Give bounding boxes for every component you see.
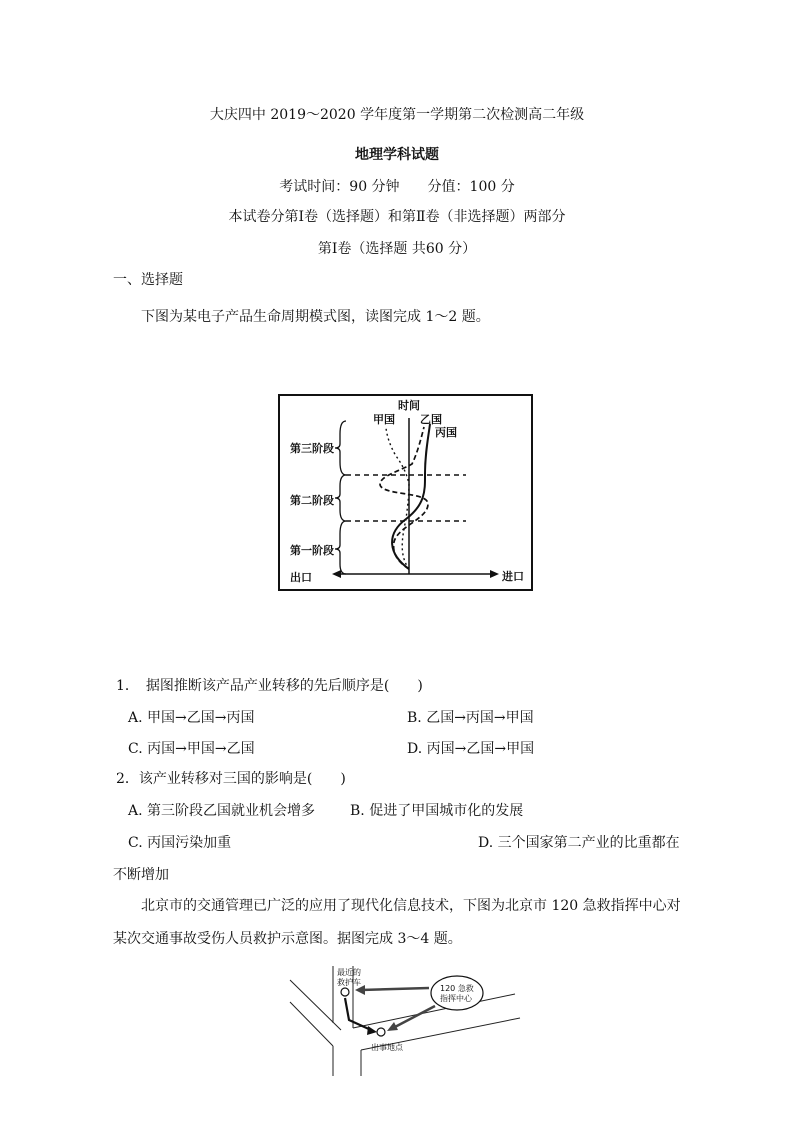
label-country-a: 甲国 [373,413,395,426]
q1-option-b: B. 乙国→丙国→甲国 [407,710,534,726]
q2-option-a: A. 第三阶段乙国就业机会增多 [128,803,316,819]
figure2-intro-line1: 北京市的交通管理已广泛的应用了现代化信息技术，下图为北京市 120 急救指挥中心对 [141,898,681,914]
arrowhead [367,1026,377,1035]
brace-stage3 [335,421,346,475]
center-to-ambulance-arrow [361,988,429,990]
ambulance-label-line1: 最近的 [337,968,361,977]
center-label-line1: 120 急救 [440,984,474,993]
ambulance-marker [341,988,349,996]
label-stage1: 第一阶段 [290,544,334,557]
q2-option-d-continued: 不断增加 [113,867,169,883]
curve-country-a [380,427,428,569]
axis-label-time: 时间 [398,399,420,412]
label-export: 出口 [290,571,312,584]
q1-option-d: D. 丙国→乙国→甲国 [407,741,535,757]
exam-info: 考试时间：90 分钟 分值：100 分 [279,179,515,195]
figure1-intro: 下图为某电子产品生命周期模式图，读图完成 1～2 题。 [141,309,490,325]
brace-stage1 [335,521,346,574]
school-title-line: 大庆四中 2019～2020 学年度第一学期第二次检测高二年级 [209,107,585,123]
q2-option-c: C. 丙国污染加重 [128,835,232,851]
product-life-cycle-diagram [278,394,533,594]
q1-stem: 1． 据图推断该产品产业转移的先后顺序是( ) [116,678,423,694]
accident-label: 出事地点 [371,1043,403,1052]
rescue-schematic-diagram [285,958,525,1078]
road-edge [290,1002,333,1046]
curve-country-c [386,428,409,569]
center-to-site-arrow [393,1006,435,1028]
center-label-line2: 指挥中心 [440,994,472,1003]
brace-stage2 [335,475,346,521]
figure2-intro-line2: 某次交通事故受伤人员救护示意图。据图完成 3～4 题。 [113,931,462,947]
q2-option-b: B. 促进了甲国城市化的发展 [350,803,524,819]
command-center-ellipse [431,976,483,1010]
label-stage2: 第二阶段 [290,494,334,507]
q1-option-c: C. 丙国→甲国→乙国 [128,741,255,757]
paper-structure: 本试卷分第Ⅰ卷（选择题）和第Ⅱ卷（非选择题）两部分 [228,209,566,225]
label-country-c: 丙国 [435,426,457,439]
left-arrowhead [332,570,341,578]
label-country-b: 乙国 [420,413,442,426]
subject-title: 地理学科试题 [355,147,439,163]
right-arrowhead [490,570,499,578]
curve-country-b [392,424,430,569]
q2-stem: 2．该产业转移对三国的影响是( ) [116,771,346,787]
label-import: 进口 [502,570,524,583]
q1-option-a: A. 甲国→乙国→丙国 [128,710,255,726]
figure-frame [279,395,532,590]
accident-site-marker [377,1028,385,1036]
ambulance-label-line2: 救护车 [337,978,361,987]
section-title-choice: 一、选择题 [113,272,183,288]
q2-option-d: D. 三个国家第二产业的比重都在 [478,835,680,851]
part-one-heading: 第Ⅰ卷（选择题 共60 分） [317,241,477,257]
label-stage3: 第三阶段 [290,442,334,455]
